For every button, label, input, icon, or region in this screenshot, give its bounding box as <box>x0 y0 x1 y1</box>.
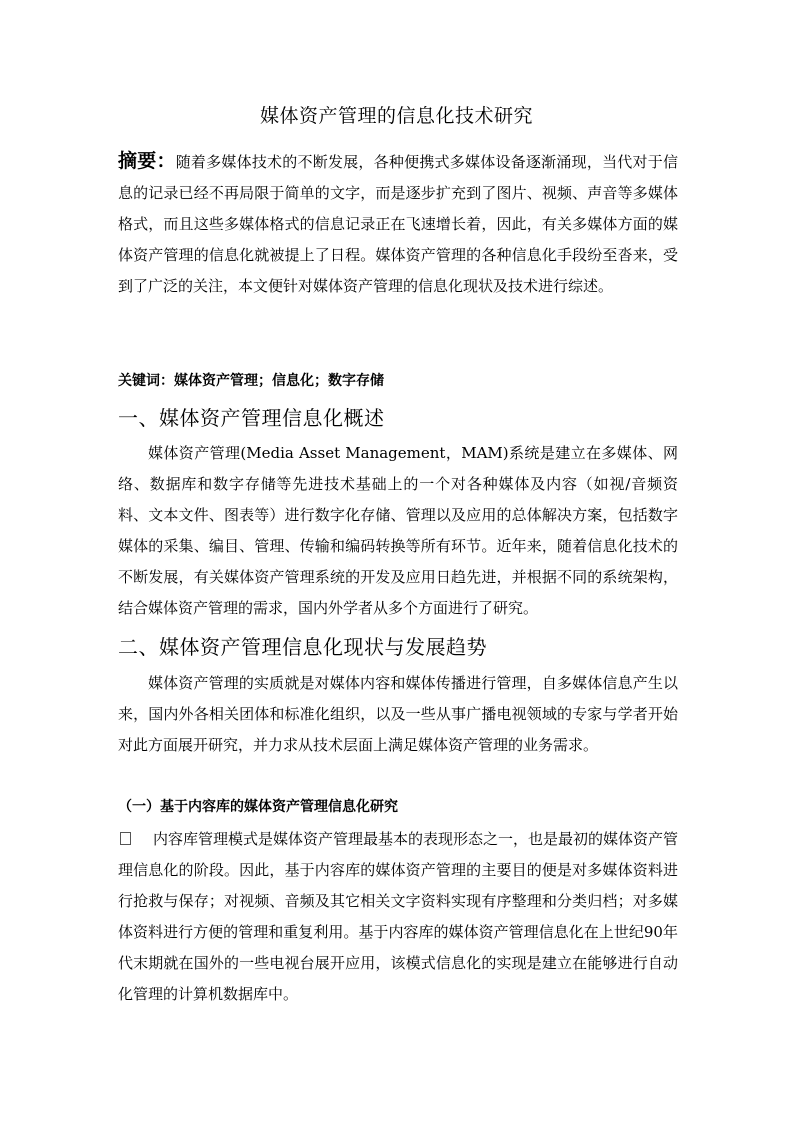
section-2-paragraph: 媒体资产管理的实质就是对媒体内容和媒体传播进行管理，自多媒体信息产生以来，国内外各相关团体和标准化组织，以及一些从事广播电视领域的专家与学者开始对此方面展开研究，并力求从技术层面上满足媒体资产管理的业务需求。 <box>118 674 678 754</box>
subsection-1-paragraph <box>118 824 678 1010</box>
abstract-text: 随着多媒体技术的不断发展，各种便携式多媒体设备逐渐涌现，当代对于信息的记录已经不再局限于简单的文字，而是逐步扩充到了图片、视频、声音等多媒体格式，而且这些多媒体格式的信息记录正在飞速增长着，因此，有关多媒体方面的媒体资产管理的信息化就被提上了日程。媒体资产管理的各种信息化手段纷至沓来，受到了广泛的关注，本文便针对媒体资产管理的信息化现状及技术进行综述。 <box>118 153 678 295</box>
section-heading-2: 二、媒体资产管理信息化现状与发展趋势 <box>118 635 487 659</box>
subsection-1-text: 内容库管理模式是媒体资产管理最基本的表现形态之一，也是最初的媒体资产管理信息化的阶段。因此，基于内容库的媒体资产管理的主要目的便是对多媒体资料进行抢救与保存；对视频、音频及其它相关文字资料实现有序整理和分类归档；对多媒体资料进行方便的管理和重复利用。基于内容库的媒体资产管理信息化在上世纪90年代末期就在国外的一些电视台展开应用，该模式信息化的实现是建立在能够进行自动化管理的计算机数据库中。 <box>118 830 679 1003</box>
section-heading-1: 一、媒体资产管理信息化概述 <box>118 406 385 430</box>
bullet-box-icon <box>120 832 131 845</box>
abstract-label: 摘要： <box>118 150 176 172</box>
subsection-heading-1: （一）基于内容库的媒体资产管理信息化研究 <box>118 799 398 815</box>
section-1-paragraph: 媒体资产管理(Media Asset Management，MAM)系统是建立在多媒体、网络、数据库和数字存储等先进技术基础上的一个对各种媒体及内容（如视/音频资料、文本文件、图表等）进行数字化存储、管理以及应用的总体解决方案，包括数字媒体的采集、编目、管理、传输和编码转换等所有环节。近年来，随着信息化技术的不断发展，有关媒体资产管理系统的开发及应用日趋先进，并根据不同的系统架构，结合媒体资产管理的需求，国内外学者从多个方面进行了研究。 <box>118 444 678 617</box>
keywords: 关键词：媒体资产管理；信息化；数字存储 <box>118 373 384 389</box>
document-title: 媒体资产管理的信息化技术研究 <box>259 105 533 127</box>
abstract <box>118 146 678 302</box>
